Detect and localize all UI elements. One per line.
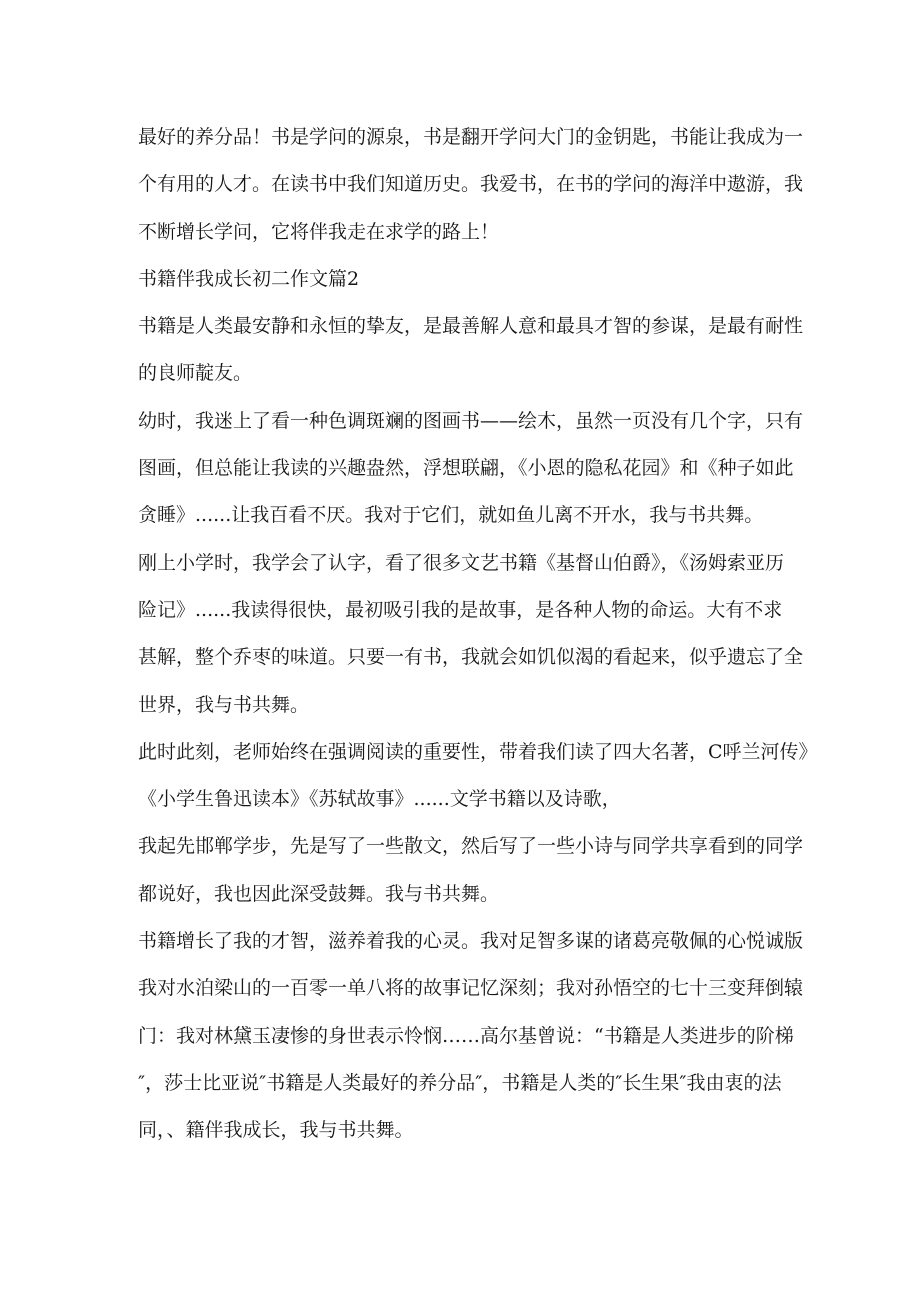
section-heading: 书籍伴我成长初二作文篇2 <box>138 267 360 290</box>
text-line: 最好的养分品！书是学问的源泉，书是翻开学问大门的金钥匙，书能让我成为一 <box>138 126 804 148</box>
text-line: 我起先邯郸学步，先是写了一些散文，然后写了一些小诗与同学共享看到的同学 <box>138 835 804 858</box>
text-line: 的良师靛友。 <box>138 362 253 385</box>
text-line: 甚解，整个乔枣的味道。只要一有书，我就会如饥似渴的看起来，似乎遗忘了全 <box>138 646 804 669</box>
essay-body <box>138 114 818 1155</box>
text-line: 贪睡》......让我百看不厌。我对于它们，就如鱼儿离不开水，我与书共舞。 <box>138 504 764 527</box>
text-line: 不断增长学问，它将伴我走在求学的路上！ <box>138 220 500 243</box>
text-line: ″，莎士比亚说″书籍是人类最好的养分品″，书籍是人类的″长生果″我由衷的法 <box>138 1071 782 1094</box>
text-line: 图画，但总能让我读的兴趣盎然，浮想联翩，《小恩的隐私花园》和《种子如此 <box>138 457 794 480</box>
text-line: 都说好，我也因此深受鼓舞。我与书共舞。 <box>138 882 500 905</box>
text-line: 险记》......我读得很快，最初吸引我的是故事，是各种人物的命运。大有不求 <box>138 598 783 621</box>
text-line: 幼时，我迷上了看一种色调斑斓的图画书——绘木，虽然一页没有几个字，只有 <box>138 409 804 432</box>
text-line: 书籍增长了我的才智，滋养着我的心灵。我对足智多谋的诸葛亮敬佩的心悦诚版 <box>138 930 804 953</box>
text-line: 此时此刻，老师始终在强调阅读的重要性，带着我们读了四大名著，C呼兰河传》 <box>138 740 818 763</box>
text-line: 刚上小学时，我学会了认字，看了很多文艺书籍《基督山伯爵》，《汤姆索亚历 <box>138 551 785 574</box>
text-line: 门：我对林黛玉凄惨的身世表示怜悯……高尔基曾说：“书籍是人类进步的阶梯 <box>138 1024 794 1047</box>
text-line: 同，、籍伴我成长，我与书共舞。 <box>138 1119 414 1142</box>
text-line: 世界，我与书共舞。 <box>138 693 310 716</box>
text-line: 《小学生鲁迅读本》《苏轼故事》......文学书籍以及诗歌， <box>138 788 621 811</box>
text-line: 我对水泊梁山的一百零一单八将的故事记忆深刻；我对孙悟空的七十三变拜倒辕 <box>138 977 804 1000</box>
text-line: 书籍是人类最安静和永恒的挚友，是最善解人意和最具才智的参谋，是最有耐性 <box>138 315 804 338</box>
text-line: 个有用的人才。在读书中我们知道历史。我爱书，在书的学问的海洋中遨游，我 <box>138 173 804 196</box>
